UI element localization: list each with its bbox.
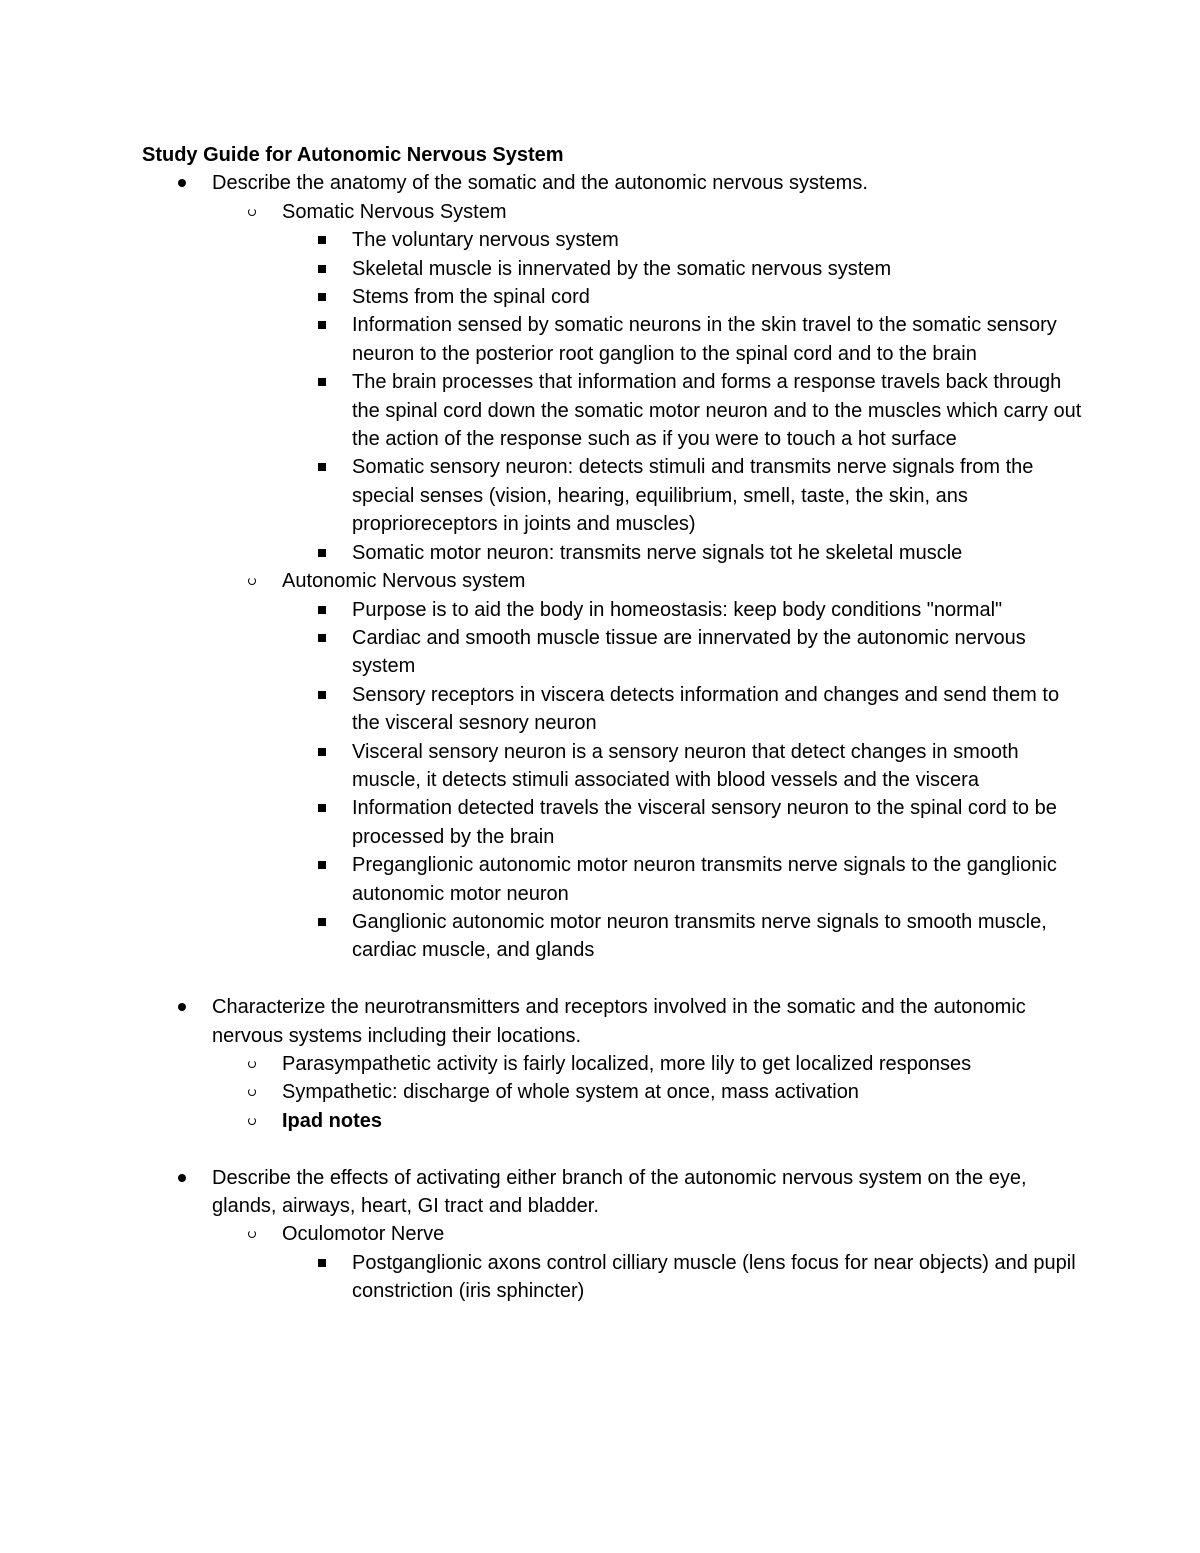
detail-item — [282, 368, 1082, 453]
square-bullet-icon — [318, 236, 326, 244]
open-circle-bullet-icon — [248, 1088, 256, 1096]
detail-item — [282, 738, 1082, 795]
detail-text: Postganglionic axons control cilliary muscle (lens focus for near objects) and pupil constriction (iris sphincter) — [352, 1251, 1076, 1303]
subtopic-text: Ipad notes — [282, 1109, 383, 1132]
detail-item — [282, 283, 1082, 311]
square-bullet-icon — [318, 918, 326, 926]
detail-item — [282, 453, 1082, 538]
study-guide — [142, 141, 1082, 1306]
topic-item — [142, 1164, 1082, 1306]
subtopic-item — [212, 1050, 1082, 1078]
document-title: Study Guide for Autonomic Nervous System — [142, 144, 564, 166]
subtopic-item — [212, 1078, 1082, 1106]
detail-item — [282, 539, 1082, 567]
detail-list — [282, 596, 1082, 965]
detail-text: Somatic sensory neuron: detects stimuli and transmits nerve signals from the special senses (vision, hearing, equilibrium, smell, taste, the skin, ans proprioreceptors in joints and muscles) — [352, 456, 1034, 536]
detail-text: The brain processes that information and forms a response travels back through the spinal cord down the somatic motor neuron and to the muscles which carry out the action of the response such as if you were to touch a hot surface — [352, 371, 1082, 451]
detail-list — [282, 226, 1082, 567]
detail-item — [282, 311, 1082, 368]
square-bullet-icon — [318, 606, 326, 614]
blank-line — [212, 965, 1082, 993]
open-circle-bullet-icon — [248, 208, 256, 216]
topic-text: Describe the effects of activating either branch of the autonomic nervous system on the eye, glands, airways, heart, GI tract and bladder. — [212, 1166, 1027, 1217]
square-bullet-icon — [318, 1259, 326, 1267]
square-bullet-icon — [318, 748, 326, 756]
open-circle-bullet-icon — [248, 577, 256, 585]
subtopic-list — [212, 198, 1082, 965]
filled-circle-bullet-icon — [178, 1003, 186, 1011]
open-circle-bullet-icon — [248, 1230, 256, 1238]
square-bullet-icon — [318, 293, 326, 301]
subtopic-item — [212, 198, 1082, 567]
subtopic-item — [212, 567, 1082, 965]
subtopic-list — [212, 1050, 1082, 1135]
square-bullet-icon — [318, 691, 326, 699]
detail-item — [282, 624, 1082, 681]
detail-item — [282, 851, 1082, 908]
subtopic-item — [212, 1220, 1082, 1305]
detail-item — [282, 681, 1082, 738]
subtopic-text: Oculomotor Nerve — [282, 1223, 445, 1246]
subtopic-item — [212, 1107, 1082, 1135]
subtopic-text: Somatic Nervous System — [282, 200, 507, 223]
blank-line — [212, 1135, 1082, 1163]
detail-text: Skeletal muscle is innervated by the somatic nervous system — [352, 257, 892, 280]
filled-circle-bullet-icon — [178, 1174, 186, 1182]
square-bullet-icon — [318, 861, 326, 869]
topic-text: Describe the anatomy of the somatic and the autonomic nervous systems. — [212, 172, 868, 195]
detail-text: Stems from the spinal cord — [352, 286, 590, 309]
detail-item — [282, 596, 1082, 624]
open-circle-bullet-icon — [248, 1060, 256, 1068]
square-bullet-icon — [318, 265, 326, 273]
detail-item — [282, 255, 1082, 283]
detail-text: Purpose is to aid the body in homeostasis: keep body conditions "normal" — [352, 598, 1003, 621]
square-bullet-icon — [318, 634, 326, 642]
topic-item — [142, 993, 1082, 1163]
topic-list — [142, 169, 1082, 1305]
detail-text: Cardiac and smooth muscle tissue are innervated by the autonomic nervous system — [352, 626, 1026, 678]
detail-text: Information detected travels the visceral sensory neuron to the spinal cord to be processed by the brain — [352, 797, 1057, 848]
square-bullet-icon — [318, 804, 326, 812]
detail-text: Ganglionic autonomic motor neuron transmits nerve signals to smooth muscle, cardiac muscle, and glands — [352, 910, 1047, 962]
subtopic-list — [212, 1220, 1082, 1305]
topic-text: Characterize the neurotransmitters and receptors involved in the somatic and the autonomic nervous systems including their locations. — [212, 996, 1026, 1047]
detail-text: The voluntary nervous system — [352, 229, 619, 252]
detail-list — [282, 1249, 1082, 1306]
subtopic-text: Sympathetic: discharge of whole system at once, mass activation — [282, 1081, 859, 1104]
detail-text: Sensory receptors in viscera detects information and changes and send them to the visceral sesnory neuron — [352, 683, 1060, 735]
subtopic-text: Autonomic Nervous system — [282, 570, 526, 593]
square-bullet-icon — [318, 463, 326, 471]
detail-text: Information sensed by somatic neurons in the skin travel to the somatic sensory neuron to the posterior root ganglion to the spinal cord and to the brain — [352, 314, 1057, 365]
detail-item — [282, 794, 1082, 851]
square-bullet-icon — [318, 378, 326, 386]
detail-text: Somatic motor neuron: transmits nerve signals tot he skeletal muscle — [352, 541, 963, 564]
detail-item — [282, 226, 1082, 254]
open-circle-bullet-icon — [248, 1117, 256, 1125]
filled-circle-bullet-icon — [178, 179, 186, 187]
subtopic-text: Parasympathetic activity is fairly localized, more lily to get localized responses — [282, 1052, 972, 1075]
detail-text: Preganglionic autonomic motor neuron transmits nerve signals to the ganglionic autonomic motor neuron — [352, 854, 1057, 905]
topic-item — [142, 169, 1082, 993]
square-bullet-icon — [318, 549, 326, 557]
square-bullet-icon — [318, 321, 326, 329]
detail-text: Visceral sensory neuron is a sensory neuron that detect changes in smooth muscle, it detects stimuli associated with blood vessels and the viscera — [352, 740, 1019, 791]
detail-item — [282, 1249, 1082, 1306]
detail-item — [282, 908, 1082, 965]
